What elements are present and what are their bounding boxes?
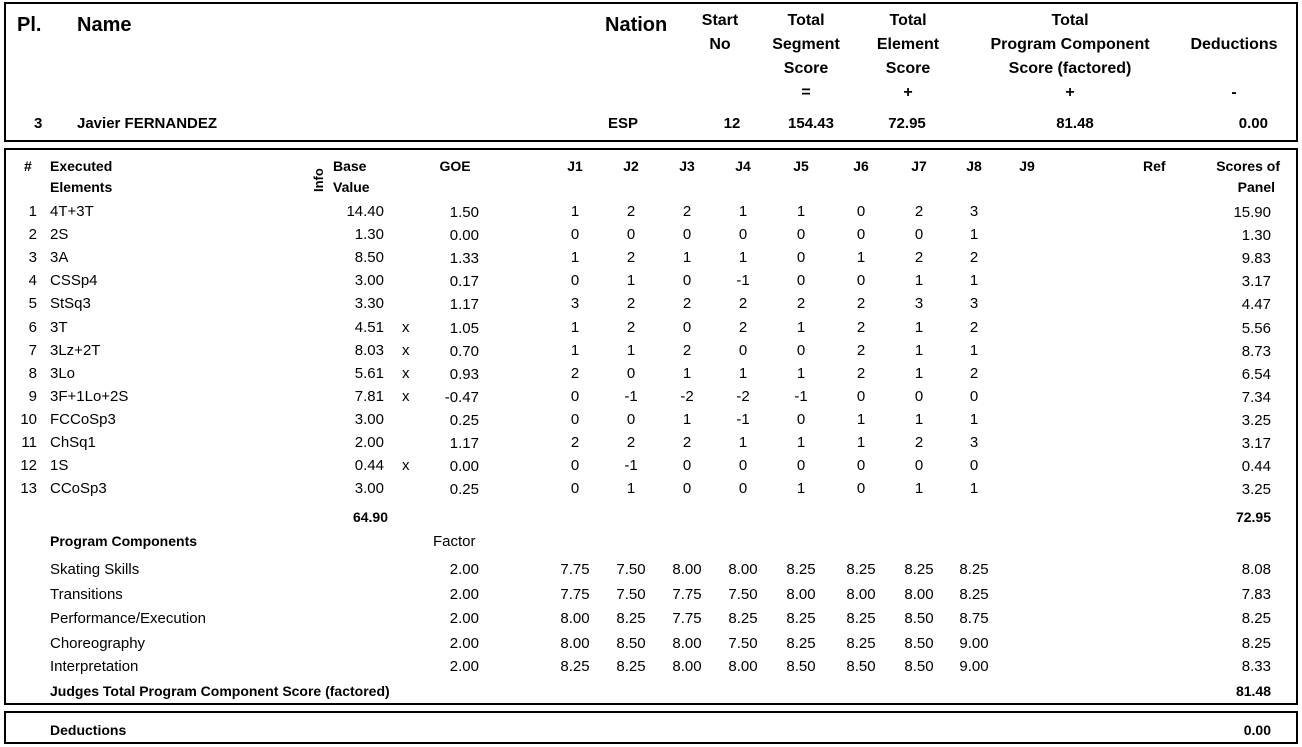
element-judge-score: 2 [914, 434, 924, 451]
element-judge-score: 0 [682, 319, 692, 336]
element-judge-score: 0 [969, 388, 979, 405]
components-total-value: 81.48 [1235, 683, 1271, 699]
element-code: 2S [50, 226, 69, 243]
element-judge-score: 1 [914, 411, 924, 428]
skater-tes: 72.95 [888, 115, 926, 132]
col-ded-line2: - [1231, 84, 1237, 101]
element-judge-score: 3 [914, 295, 924, 312]
component-panel-score: 7.83 [1241, 586, 1271, 603]
element-judge-score: 1 [626, 480, 636, 497]
element-judge-score: 1 [738, 203, 748, 220]
element-number: 11 [21, 434, 37, 451]
component-judge-score: 8.50 [904, 635, 934, 652]
element-number: 1 [28, 203, 37, 220]
component-judge-score: 7.50 [728, 586, 758, 603]
element-judge-score: 3 [969, 203, 979, 220]
component-judge-score: 8.25 [959, 561, 989, 578]
skater-place: 3 [34, 115, 43, 132]
judge-header-9: J9 [1019, 158, 1035, 174]
element-judge-score: 1 [914, 480, 924, 497]
element-panel-score: 6.54 [1241, 366, 1271, 383]
element-panel-score: 3.25 [1241, 412, 1271, 429]
component-name: Skating Skills [50, 561, 140, 578]
element-goe: 0.00 [449, 227, 479, 244]
element-base-value: 2.00 [354, 434, 384, 451]
element-judge-score: 2 [969, 249, 979, 266]
element-number: 4 [28, 272, 37, 289]
element-judge-score: 1 [969, 272, 979, 289]
component-judge-score: 7.50 [616, 561, 646, 578]
element-goe: 1.05 [449, 320, 479, 337]
element-goe: 0.17 [449, 273, 479, 290]
element-judge-score: 2 [626, 203, 636, 220]
component-judge-score: 8.50 [846, 658, 876, 675]
element-number: 12 [20, 457, 37, 474]
element-judge-score: 1 [682, 249, 692, 266]
el-col-panel-line2: Panel [1237, 179, 1275, 195]
component-name: Performance/Execution [50, 610, 206, 627]
skater-pcs: 81.48 [1056, 115, 1094, 132]
component-judge-score: 8.25 [616, 610, 646, 627]
element-judge-score: 1 [738, 249, 748, 266]
component-judge-score: 8.00 [904, 586, 934, 603]
element-base-value: 7.81 [354, 388, 384, 405]
element-judge-score: 0 [914, 457, 924, 474]
element-number: 9 [28, 388, 37, 405]
component-judge-score: 8.25 [786, 561, 816, 578]
element-judge-score: 2 [682, 342, 692, 359]
element-judge-score: 0 [570, 480, 580, 497]
element-base-value: 5.61 [354, 365, 384, 382]
element-panel-score: 3.17 [1241, 435, 1271, 452]
element-info: x [402, 457, 410, 474]
component-name: Transitions [50, 586, 123, 603]
component-factor: 2.00 [449, 561, 479, 578]
element-base-value: 3.00 [354, 272, 384, 289]
component-judge-score: 8.75 [959, 610, 989, 627]
judge-header-4: J4 [735, 158, 751, 174]
element-judge-score: 1 [796, 203, 806, 220]
element-judge-score: 3 [570, 295, 580, 312]
col-tss-line3: Score [783, 60, 829, 77]
element-base-value: 8.03 [354, 342, 384, 359]
skater-tss: 154.43 [788, 115, 834, 132]
component-judge-score: 7.75 [672, 586, 702, 603]
component-judge-score: 7.75 [560, 586, 590, 603]
element-number: 8 [28, 365, 37, 382]
element-code: ChSq1 [50, 434, 96, 451]
element-judge-score: 1 [856, 411, 866, 428]
col-start-no-line2: No [709, 36, 731, 53]
element-judge-score: 2 [626, 249, 636, 266]
element-panel-score: 9.83 [1241, 250, 1271, 267]
element-judge-score: -2 [736, 388, 750, 405]
component-judge-score: 8.00 [560, 610, 590, 627]
element-judge-score: 2 [682, 203, 692, 220]
element-number: 3 [28, 249, 37, 266]
component-judge-score: 8.00 [786, 586, 816, 603]
element-number: 13 [20, 480, 37, 497]
component-judge-score: 8.00 [672, 658, 702, 675]
element-panel-score: 4.47 [1241, 296, 1271, 313]
component-judge-score: 8.25 [616, 658, 646, 675]
element-judge-score: 1 [796, 319, 806, 336]
element-number: 6 [28, 319, 37, 336]
element-judge-score: 0 [570, 411, 580, 428]
element-judge-score: 1 [796, 480, 806, 497]
component-judge-score: 7.75 [672, 610, 702, 627]
element-judge-score: 1 [682, 411, 692, 428]
deductions-label: Deductions [50, 722, 127, 738]
element-judge-score: 0 [738, 480, 748, 497]
element-judge-score: 0 [682, 272, 692, 289]
deductions-box [4, 711, 1298, 744]
component-judge-score: 9.00 [959, 635, 989, 652]
element-number: 10 [20, 411, 37, 428]
component-factor: 2.00 [449, 658, 479, 675]
element-goe: 1.33 [449, 250, 479, 267]
element-judge-score: 0 [570, 388, 580, 405]
element-judge-score: 0 [856, 272, 866, 289]
component-factor: 2.00 [449, 586, 479, 603]
col-tes-line4: + [903, 84, 913, 101]
element-judge-score: -1 [794, 388, 808, 405]
element-judge-score: 2 [738, 319, 748, 336]
component-judge-score: 8.25 [846, 635, 876, 652]
element-goe: 1.50 [449, 204, 479, 221]
element-panel-score: 15.90 [1233, 204, 1271, 221]
element-code: 3F+1Lo+2S [50, 388, 129, 405]
element-base-value: 3.00 [354, 411, 384, 428]
el-col-exec-line1: Executed [50, 158, 113, 174]
element-base-value: 3.00 [354, 480, 384, 497]
col-place-header: Pl. [17, 14, 42, 36]
element-judge-score: 2 [626, 434, 636, 451]
judge-header-1: J1 [567, 158, 583, 174]
col-tss-line4: = [801, 84, 811, 101]
component-panel-score: 8.25 [1241, 610, 1271, 627]
element-judge-score: -2 [680, 388, 694, 405]
element-judge-score: 1 [738, 365, 748, 382]
element-judge-score: 2 [914, 249, 924, 266]
col-tss-line1: Total [787, 12, 825, 29]
col-nation-header: Nation [605, 14, 668, 36]
component-panel-score: 8.08 [1241, 561, 1271, 578]
element-judge-score: 2 [856, 342, 866, 359]
el-col-goe-header: GOE [439, 158, 471, 174]
element-judge-score: 0 [796, 226, 806, 243]
element-info: x [402, 342, 410, 359]
element-code: CSSp4 [50, 272, 98, 289]
element-judge-score: 0 [626, 411, 636, 428]
element-judge-score: 1 [969, 480, 979, 497]
element-judge-score: 2 [796, 295, 806, 312]
element-judge-score: 1 [570, 249, 580, 266]
component-panel-score: 8.25 [1241, 635, 1271, 652]
element-judge-score: 2 [969, 319, 979, 336]
judge-header-3: J3 [679, 158, 695, 174]
col-pcs-line4: + [1065, 84, 1075, 101]
element-judge-score: 1 [969, 411, 979, 428]
element-judge-score: 2 [914, 203, 924, 220]
element-base-value: 14.40 [346, 203, 384, 220]
element-goe: -0.47 [444, 389, 479, 406]
col-name-header: Name [77, 14, 132, 36]
components-title: Program Components [50, 533, 198, 549]
element-judge-score: 0 [856, 457, 866, 474]
element-judge-score: 0 [914, 226, 924, 243]
element-judge-score: 2 [570, 434, 580, 451]
element-judge-score: 0 [856, 226, 866, 243]
element-judge-score: 2 [738, 295, 748, 312]
element-panel-score: 0.44 [1241, 458, 1271, 475]
element-judge-score: 2 [682, 434, 692, 451]
element-judge-score: 3 [969, 295, 979, 312]
element-judge-score: 0 [570, 226, 580, 243]
element-judge-score: 0 [856, 388, 866, 405]
element-judge-score: 2 [856, 295, 866, 312]
elements-base-total: 64.90 [352, 509, 388, 525]
element-judge-score: 1 [738, 434, 748, 451]
element-number: 2 [28, 226, 37, 243]
element-judge-score: 0 [682, 480, 692, 497]
component-judge-score: 9.00 [959, 658, 989, 675]
element-judge-score: 2 [856, 319, 866, 336]
element-judge-score: 1 [682, 365, 692, 382]
col-ded-line1: Deductions [1190, 36, 1278, 53]
element-judge-score: 1 [570, 319, 580, 336]
element-code: CCoSp3 [50, 480, 107, 497]
element-info: x [402, 319, 410, 336]
component-judge-score: 7.50 [728, 635, 758, 652]
element-base-value: 3.30 [354, 295, 384, 312]
element-goe: 1.17 [449, 435, 479, 452]
component-judge-score: 8.25 [904, 561, 934, 578]
element-base-value: 8.50 [354, 249, 384, 266]
component-judge-score: 8.00 [672, 635, 702, 652]
element-code: 3A [50, 249, 69, 266]
element-judge-score: 0 [796, 457, 806, 474]
element-judge-score: 2 [626, 295, 636, 312]
component-name: Interpretation [50, 658, 139, 675]
component-judge-score: 8.50 [904, 610, 934, 627]
col-tes-line1: Total [889, 12, 927, 29]
element-judge-score: 0 [570, 457, 580, 474]
element-judge-score: 0 [796, 342, 806, 359]
element-goe: 0.25 [449, 412, 479, 429]
judge-header-6: J6 [853, 158, 869, 174]
col-pcs-line1: Total [1051, 12, 1089, 29]
component-judge-score: 8.50 [904, 658, 934, 675]
element-panel-score: 7.34 [1241, 389, 1271, 406]
component-judge-score: 8.00 [672, 561, 702, 578]
component-judge-score: 8.25 [959, 586, 989, 603]
component-judge-score: 8.25 [786, 635, 816, 652]
elements-panel-total: 72.95 [1235, 509, 1271, 525]
component-factor: 2.00 [449, 610, 479, 627]
component-judge-score: 8.00 [728, 658, 758, 675]
element-panel-score: 8.73 [1241, 343, 1271, 360]
element-judge-score: -1 [736, 272, 750, 289]
components-factor-header: Factor [433, 533, 476, 550]
element-panel-score: 3.25 [1241, 481, 1271, 498]
component-judge-score: 8.25 [560, 658, 590, 675]
element-judge-score: 1 [626, 272, 636, 289]
element-code: 1S [50, 457, 69, 474]
component-judge-score: 8.25 [786, 610, 816, 627]
skater-start-no: 12 [723, 115, 741, 132]
element-panel-score: 1.30 [1241, 227, 1271, 244]
element-panel-score: 5.56 [1241, 320, 1271, 337]
element-judge-score: 1 [856, 249, 866, 266]
el-col-base-line2: Value [333, 179, 370, 195]
element-judge-score: 1 [570, 342, 580, 359]
judge-header-5: J5 [793, 158, 809, 174]
component-judge-score: 7.50 [616, 586, 646, 603]
element-judge-score: 0 [738, 342, 748, 359]
element-base-value: 4.51 [354, 319, 384, 336]
component-judge-score: 8.00 [560, 635, 590, 652]
element-judge-score: -1 [736, 411, 750, 428]
element-info: x [402, 365, 410, 382]
element-info: x [402, 388, 410, 405]
element-goe: 1.17 [449, 296, 479, 313]
element-judge-score: 0 [626, 226, 636, 243]
element-judge-score: 1 [969, 226, 979, 243]
element-judge-score: 1 [914, 272, 924, 289]
component-judge-score: 8.25 [846, 561, 876, 578]
element-code: FCCoSp3 [50, 411, 116, 428]
component-judge-score: 8.00 [846, 586, 876, 603]
element-judge-score: 1 [856, 434, 866, 451]
element-judge-score: 1 [914, 365, 924, 382]
element-panel-score: 3.17 [1241, 273, 1271, 290]
component-judge-score: 8.25 [846, 610, 876, 627]
element-judge-score: 1 [626, 342, 636, 359]
component-panel-score: 8.33 [1241, 658, 1271, 675]
element-judge-score: 0 [738, 457, 748, 474]
components-total-label: Judges Total Program Component Score (factored) [50, 683, 390, 699]
element-judge-score: 0 [570, 272, 580, 289]
element-judge-score: 0 [796, 411, 806, 428]
col-tes-line2: Element [876, 36, 940, 53]
element-judge-score: 2 [856, 365, 866, 382]
element-judge-score: 0 [796, 249, 806, 266]
component-name: Choreography [50, 635, 146, 652]
element-base-value: 0.44 [354, 457, 384, 474]
component-judge-score: 8.25 [728, 610, 758, 627]
el-col-exec-line2: Elements [50, 179, 113, 195]
skater-nation: ESP [608, 115, 639, 132]
element-code: 3Lz+2T [50, 342, 101, 359]
element-judge-score: 1 [914, 319, 924, 336]
element-judge-score: 1 [914, 342, 924, 359]
skater-deductions: 0.00 [1238, 115, 1268, 132]
element-judge-score: 0 [856, 203, 866, 220]
el-col-base-line1: Base [333, 158, 367, 174]
element-judge-score: 0 [856, 480, 866, 497]
element-judge-score: 1 [969, 342, 979, 359]
judge-header-2: J2 [623, 158, 639, 174]
skater-name: Javier FERNANDEZ [77, 115, 218, 132]
col-start-no-line1: Start [701, 12, 739, 29]
element-number: 7 [28, 342, 37, 359]
component-factor: 2.00 [449, 635, 479, 652]
deductions-value: 0.00 [1243, 722, 1271, 738]
element-judge-score: 2 [682, 295, 692, 312]
element-code: 3T [50, 319, 68, 336]
el-col-info-header: Info [311, 168, 326, 192]
element-judge-score: 0 [914, 388, 924, 405]
el-col-num-header: # [24, 158, 32, 174]
component-judge-score: 8.50 [786, 658, 816, 675]
element-judge-score: 0 [626, 365, 636, 382]
col-pcs-line2: Program Component [990, 36, 1150, 53]
element-judge-score: 1 [796, 434, 806, 451]
element-judge-score: 1 [570, 203, 580, 220]
element-code: 4T+3T [50, 203, 94, 220]
element-judge-score: 0 [738, 226, 748, 243]
element-goe: 0.70 [449, 343, 479, 360]
element-judge-score: 1 [796, 365, 806, 382]
element-judge-score: 2 [969, 365, 979, 382]
element-judge-score: 2 [626, 319, 636, 336]
col-pcs-line3: Score (factored) [1008, 60, 1132, 77]
component-judge-score: 8.50 [616, 635, 646, 652]
el-col-ref-header: Ref [1143, 158, 1166, 174]
element-judge-score: -1 [624, 388, 638, 405]
element-judge-score: 2 [570, 365, 580, 382]
element-goe: 0.93 [449, 366, 479, 383]
element-judge-score: 0 [682, 226, 692, 243]
element-judge-score: 0 [682, 457, 692, 474]
el-col-panel-line1: Scores of [1216, 158, 1280, 174]
component-judge-score: 7.75 [560, 561, 590, 578]
judge-header-8: J8 [966, 158, 982, 174]
element-judge-score: -1 [624, 457, 638, 474]
element-code: StSq3 [50, 295, 91, 312]
element-goe: 0.00 [449, 458, 479, 475]
element-judge-score: 0 [796, 272, 806, 289]
element-number: 5 [28, 295, 37, 312]
judge-header-7: J7 [911, 158, 927, 174]
col-tes-line3: Score [885, 60, 931, 77]
element-judge-score: 0 [969, 457, 979, 474]
element-base-value: 1.30 [354, 226, 384, 243]
element-code: 3Lo [50, 365, 76, 382]
element-judge-score: 3 [969, 434, 979, 451]
component-judge-score: 8.00 [728, 561, 758, 578]
element-goe: 0.25 [449, 481, 479, 498]
col-tss-line2: Segment [772, 36, 840, 53]
